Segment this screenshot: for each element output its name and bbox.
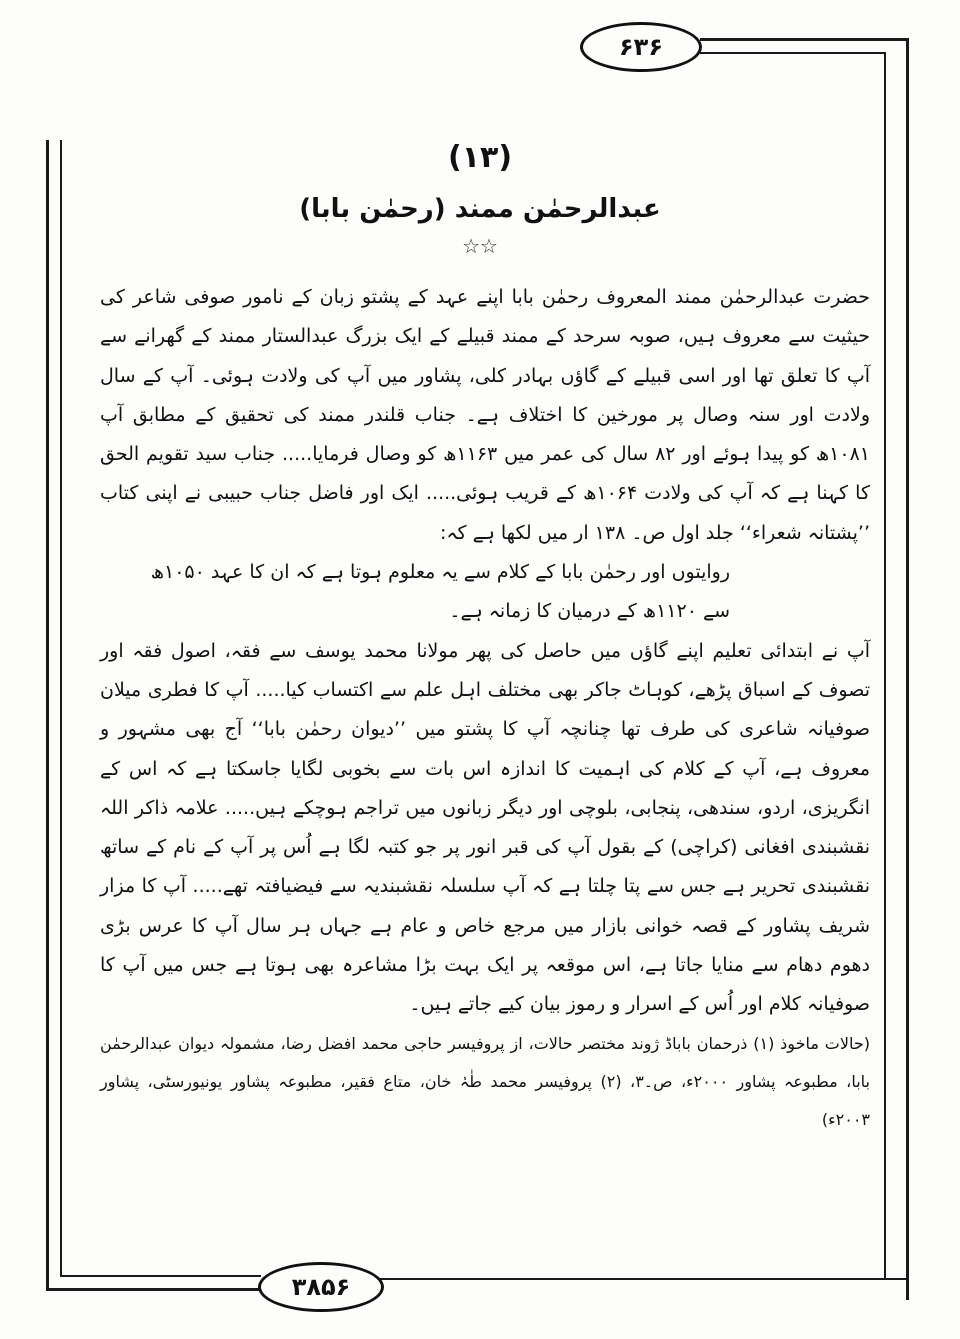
paragraph-1: حضرت عبدالرحمٰن ممند المعروف رحمٰن بابا اپنے عہد کے پشتو زبان کے نامور صوفی شاعر کی حیثیت سے معروف ہیں، صوبہ سرحد کے ممند قبیلے کے ایک بزرگ عبدالستار ممند کے گھرانے سے آپ کا تعلق تھا اور اسی قبیلے کے گاؤں بہادر کلی، پشاور میں آپ کی ولادت ہوئی۔ آپ کے سال ولادت اور سنہ وصال پر مورخین کا اختلاف ہے۔ جناب قلندر ممند کی تحقیق کے مطابق آپ ۱۰۸۱ھ کو پیدا ہوئے اور ۸۲ سال کی عمر میں ۱۱۶۳ھ کو وصال فرمایا..... جناب سید تقویم الحق کا کہنا ہے کہ آپ کی ولادت ۱۰۶۴ھ کے قریب ہوئی..... ایک اور فاضل جناب حبیبی نے اپنی کتاب ’’پشتانہ شعراء‘‘ جلد اول ص۔ ۱۳۸ ار میں لکھا ہے کہ: [100,286,870,544]
paragraph-2: آپ نے ابتدائی تعلیم اپنے گاؤں میں حاصل کی پھر مولانا محمد یوسف سے فقہ، اصول فقہ اور تصوف کے اسباق پڑھے، کوہاٹ جاکر بھی مختلف اہل علم سے اکتساب کیا..... آپ کا فطری میلان صوفیانہ شاعری کی طرف تھا چنانچہ آپ کا پشتو میں ’’دیوان رحمٰن بابا‘‘ آج بھی مشہور و معروف ہے، آپ کے کلام کی اہمیت کا اندازہ اس بات سے بخوبی لگایا جاسکتا ہے کہ اس کے انگریزی، اردو، سندھی، پنجابی، بلوچی اور دیگر زبانوں میں تراجم ہوچکے ہیں..... علامہ ذاکر اللہ نقشبندی افغانی (کراچی) کے بقول آپ کی قبر انور پر جو کتبہ لگا ہے اُس پر آپ کے نام کے ساتھ نقشبندی تحریر ہے جس سے پتا چلتا ہے کہ آپ سلسلہ نقشبندیہ سے فیضیافتہ تھے..... آپ کا مزار شریف پشاور کے قصہ خوانی بازار میں مرجع خاص و عام ہے جہاں ہر سال آپ کا عرس بڑی دھوم دھام سے منایا جاتا ہے، اس موقعہ پر ایک بہت بڑا مشاعرہ بھی ہوتا ہے جس میں آپ کا صوفیانہ کلام اور اُس کے اسرار و رموز بیان کیے جاتے ہیں۔ [100,639,870,1016]
frame-line-right-outer [906,38,909,1300]
frame-line-top-inner [700,52,886,54]
quote-line-1: روایتوں اور رحمٰن بابا کے کلام سے یہ معلوم ہوتا ہے کہ ان کا عہد ۱۰۵۰ھ [150,561,730,584]
chapter-number: (۱۳) [447,140,513,175]
body-text [100,278,870,1139]
frame-line-bottom-right [380,1278,908,1280]
bottom-page-number: ۳۸۵۶ [258,1262,384,1312]
frame-line-left-outer [46,140,49,1290]
chapter-title: عبدالرحمٰن ممند (رحمٰن بابا) [299,194,661,224]
top-page-number: ۶۳۶ [580,22,702,72]
frame-line-bottom-inner [60,1275,261,1277]
frame-line-left-inner [60,140,62,1276]
frame-line-top-outer [700,38,908,41]
frame-line-bottom-outer [46,1288,261,1291]
footnote: (حالات ماخوذ (۱) ذرحمان باباڈ ژوند مختصر حالات، از پروفیسر حاجی محمد افضل رضا، مشمولہ دیوان عبدالرحمٰن بابا، مطبوعہ پشاور ۲۰۰۰ء، ص۔۳، (۲) پروفیسر محمد طٰہٰ خان، متاع فقیر، مطبوعہ پشاور یونیورسٹی، پشاور ۲۰۰۳ء) [100,1033,871,1129]
quote-line-2: سے ۱۱۲۰ھ کے درمیان کا زمانہ ہے۔ [449,600,730,623]
stars-ornament: ☆☆ [462,234,498,258]
